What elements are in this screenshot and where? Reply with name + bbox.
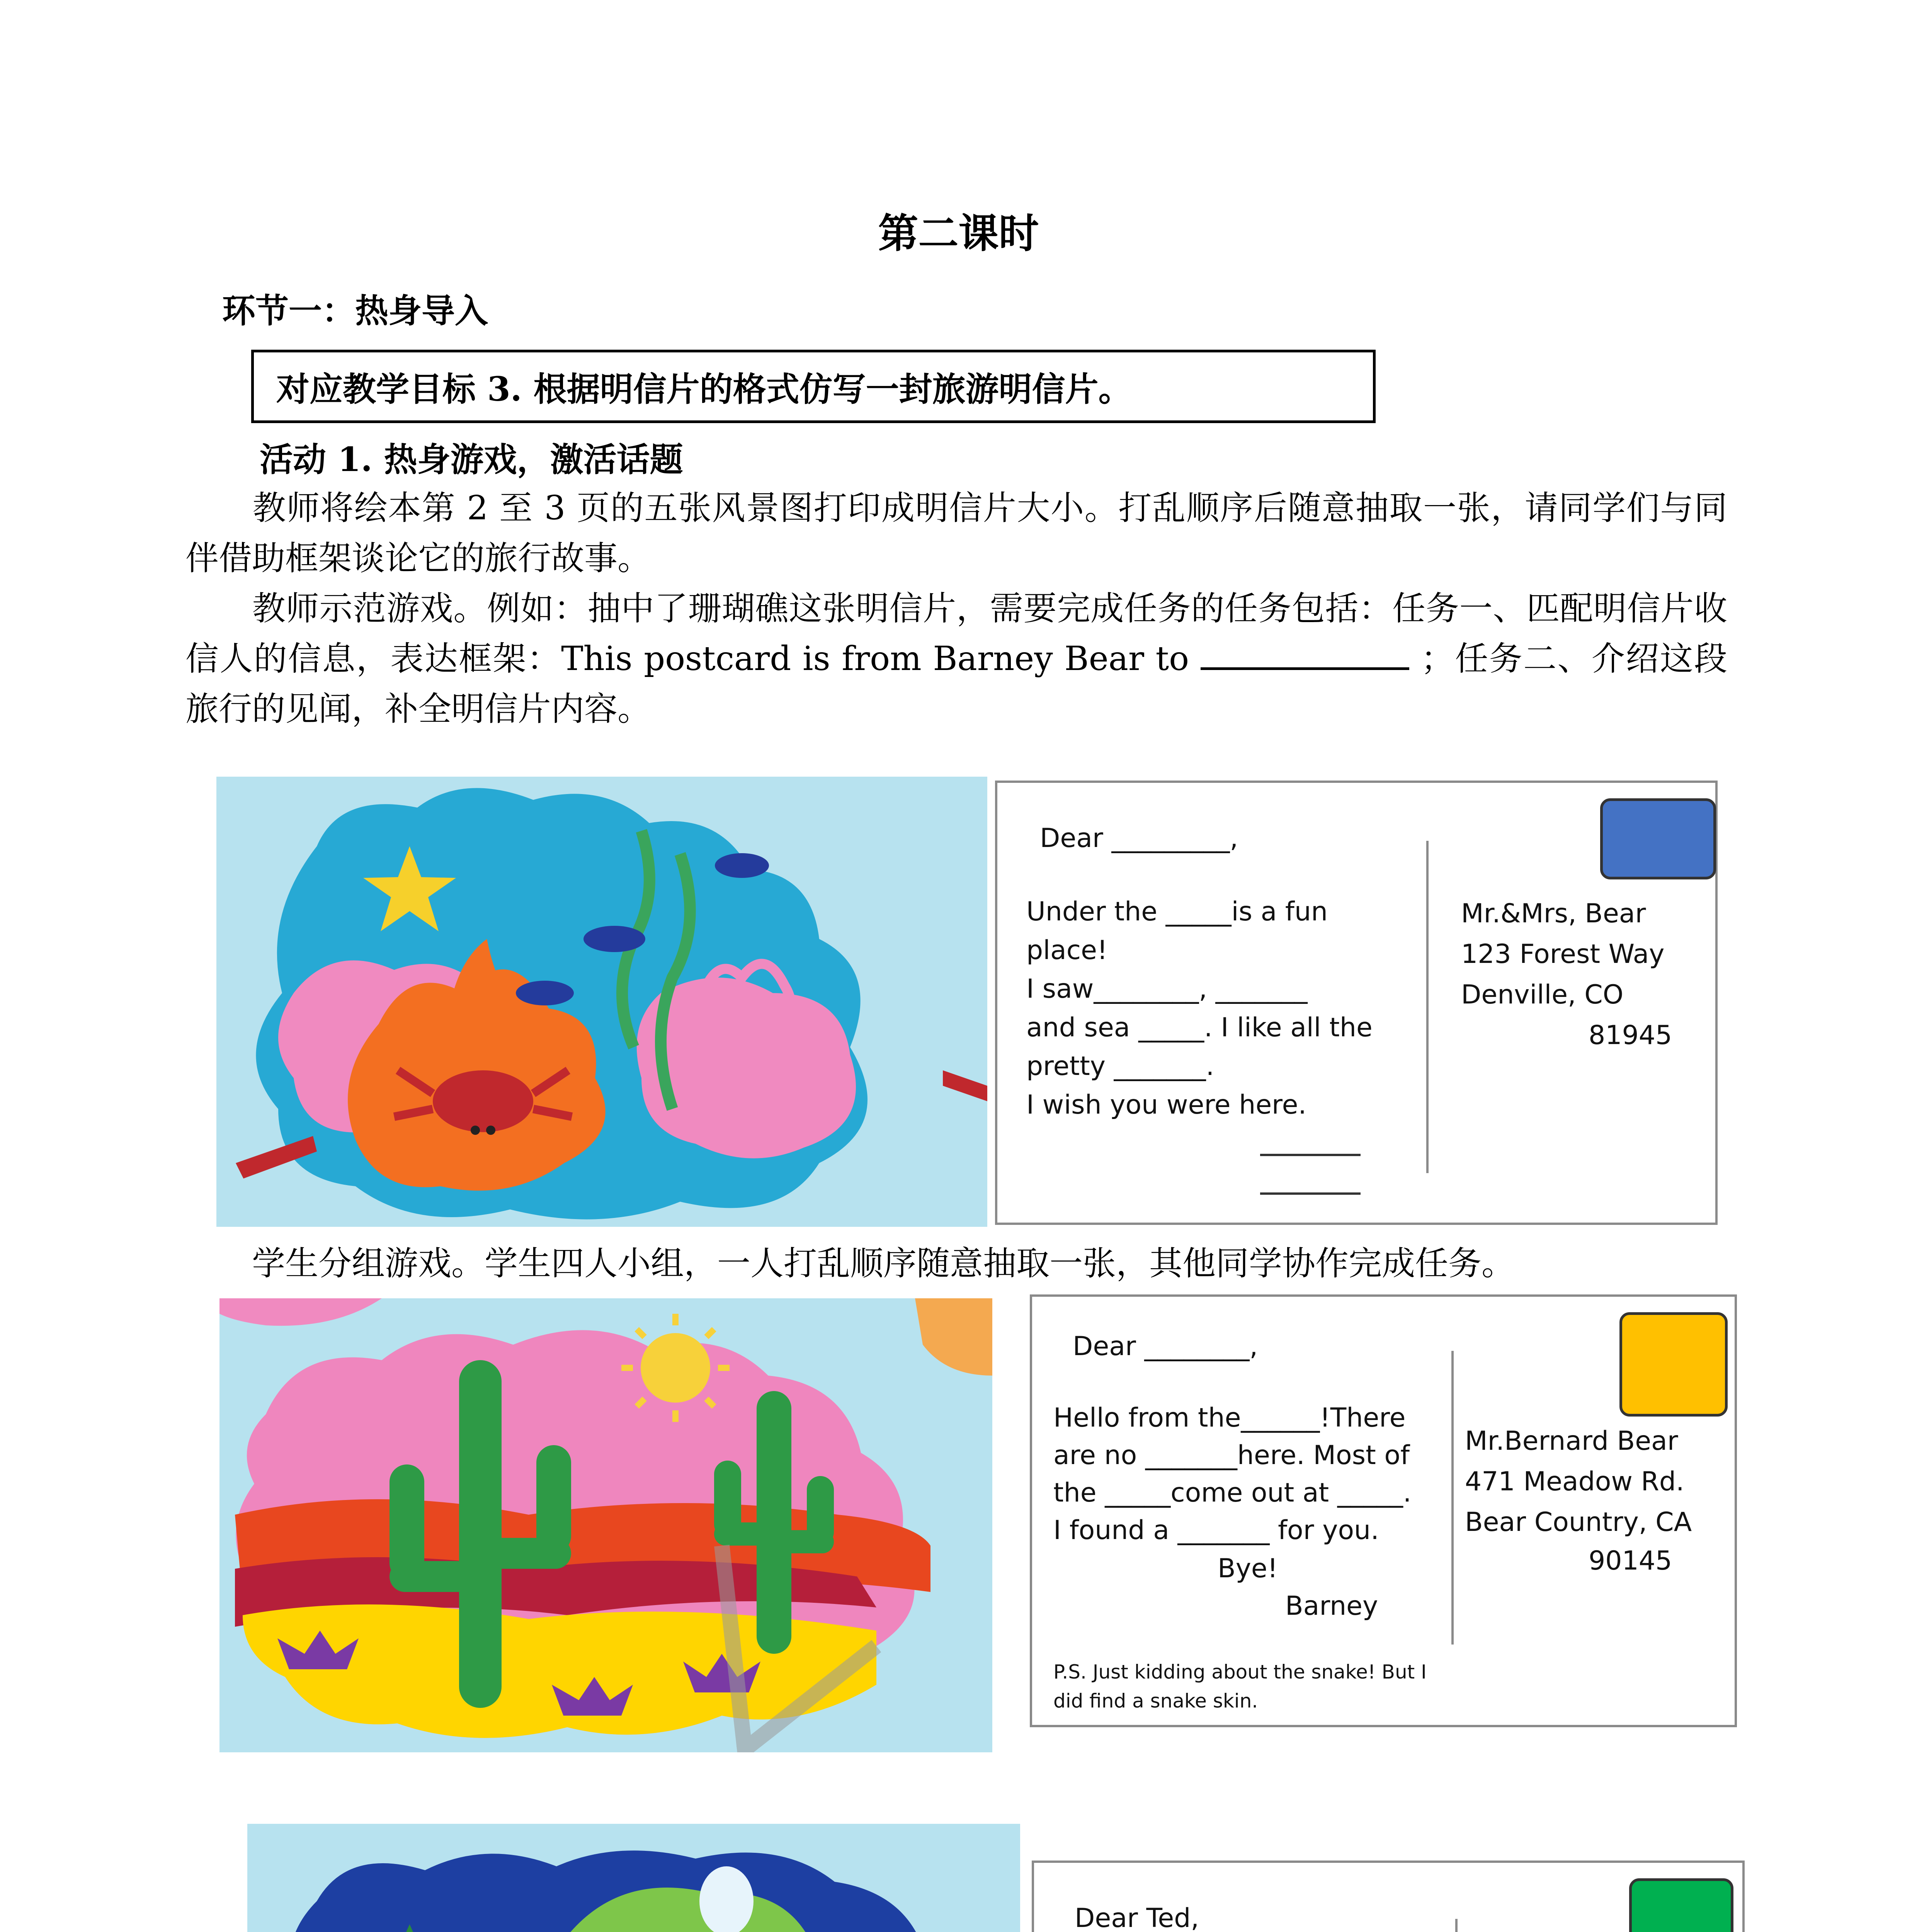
address-line: Denville, CO [1461,980,1624,1010]
paragraph-demo-text: 教师示范游戏。例如：抽中了珊瑚礁这张明信片，需要完成任务的任务包括：任务一、匹配明信片收信人的信息，表达框架：This postcard is from Barney Bear to [185,589,1727,678]
postcard-text: and sea _____. I like all the [1026,1012,1373,1043]
answer-blank [1201,636,1409,670]
postcard-forest [1032,1861,1745,1932]
postcard-text: I saw________, _______ [1026,974,1308,1004]
postcard-text: Hello from the______!There [1053,1403,1406,1433]
teaching-goal-text: 对应教学目标 3. 根据明信片的格式仿写一封旅游明信片。 [276,370,1132,409]
postcard-text: the _____come out at _____. [1053,1478,1412,1508]
signature-line [1260,1192,1361,1195]
page-title: 第二课时 [878,209,1039,257]
forest-picture [247,1824,1020,1932]
postcard-text: pretty _______. [1026,1051,1214,1082]
postcard-text: are no _______here. Most of [1053,1440,1410,1471]
postcard-desert [1030,1294,1737,1727]
address-line: Mr.Bernard Bear [1465,1426,1678,1456]
address-line: Bear Country, CA [1465,1507,1692,1537]
postcard-divider [1455,1919,1458,1932]
postcard-text: Dear ________, [1073,1331,1258,1362]
address-line: Mr.&Mrs, Bear [1461,898,1646,929]
postcard-text: Dear _________, [1040,823,1238,854]
paragraph-intro-text: 教师将绘本第 2 至 3 页的五张风景图打印成明信片大小。打乱顺序后随意抽取一张，请同学们与同伴借助框架谈论它的旅行故事。 [185,489,1727,578]
postcard-text: Bye! [1218,1553,1278,1584]
address-line: 471 Meadow Rd. [1465,1466,1684,1497]
paragraph-demo [185,583,1727,734]
postcard-text: I wish you were here. [1026,1090,1307,1120]
teaching-goal-box [251,350,1376,423]
postcard-ps: P.S. Just kidding about the snake! But I [1053,1661,1427,1683]
signature-line [1260,1154,1361,1156]
postcard-ps: did find a snake skin. [1053,1690,1258,1712]
paragraph-group [185,1238,1727,1289]
desert-illustration [219,1298,992,1752]
stamp [1619,1312,1728,1417]
address-line: 90145 [1589,1546,1672,1576]
stamp [1629,1878,1733,1932]
stamp [1600,798,1716,879]
address-line: 81945 [1589,1020,1672,1051]
postcard-divider [1451,1351,1454,1645]
postcard-coral-reef [995,781,1718,1225]
postcard-text: I found a _______ for you. [1053,1515,1379,1546]
postcard-text: Dear Ted, [1075,1903,1199,1932]
activity-heading: 活动 1. 热身游戏，激活话题 [260,440,683,479]
address-line: 123 Forest Way [1461,939,1665,969]
paragraph-group-text: 学生分组游戏。学生四人小组，一人打乱顺序随意抽取一张，其他同学协作完成任务。 [252,1244,1515,1283]
postcard-divider [1426,841,1429,1173]
postcard-text: place! [1026,935,1108,966]
forest-illustration [247,1824,1020,1932]
coral-reef-illustration [216,777,987,1227]
paragraph-intro [185,483,1727,583]
desert-picture [219,1298,992,1752]
section-heading: 环节一：热身导入 [222,291,488,330]
coral-reef-picture [216,777,987,1227]
paragraph-demo-text-end: ；任务二、介绍这段旅行的见闻，补全明信片内容。 [185,639,1728,728]
postcard-text: Under the _____is a fun [1026,896,1328,927]
postcard-text: Barney [1285,1591,1378,1621]
